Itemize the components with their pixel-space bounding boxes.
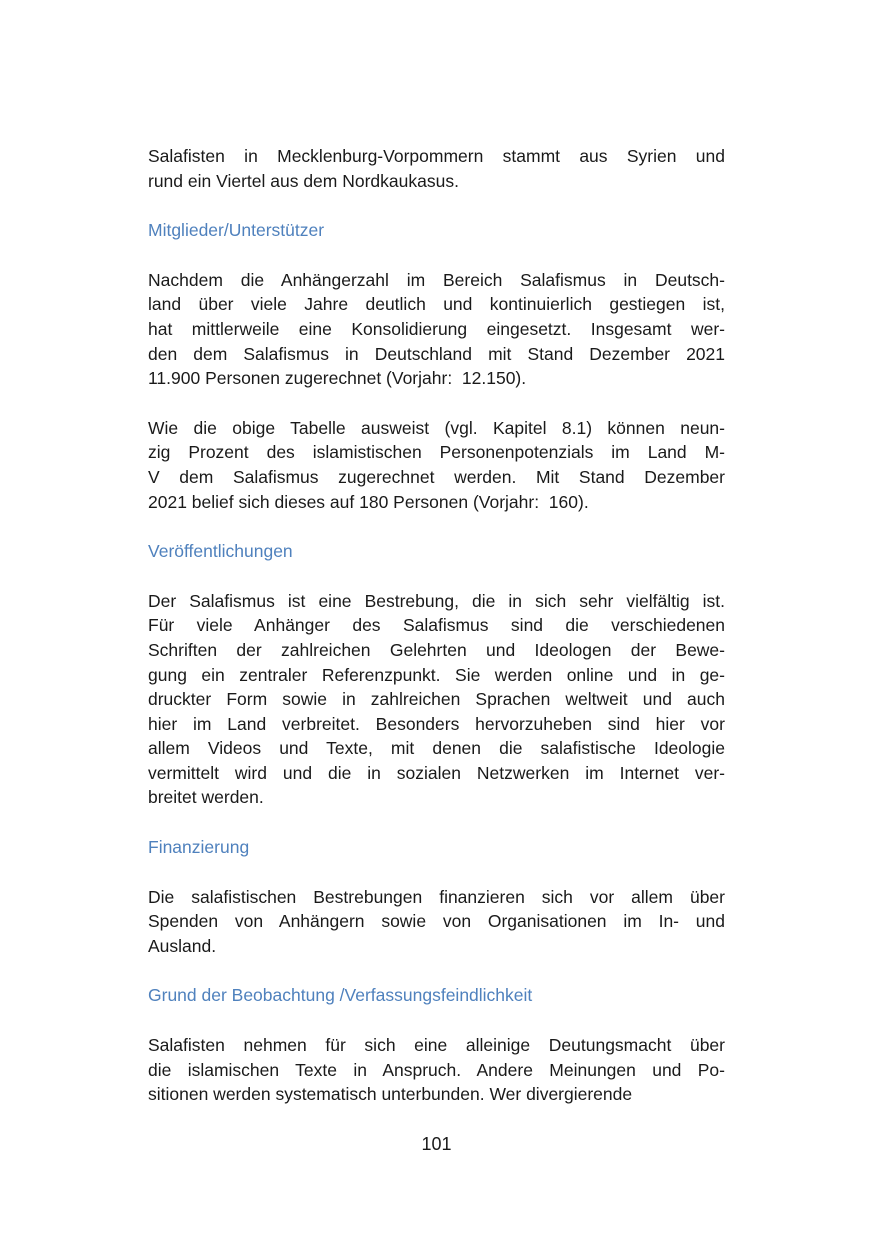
text-line: land über viele Jahre deutlich und kontinuierlich gestiegen ist, <box>148 294 725 315</box>
text-line: zig Prozent des islamistischen Personenpotenzials im Land M- <box>148 442 725 463</box>
text-line: Die salafistischen Bestrebungen finanzieren sich vor allem über <box>148 886 725 907</box>
text-line: V dem Salafismus zugerechnet werden. Mit Stand Dezember <box>148 466 725 487</box>
paragraph <box>148 1033 725 1107</box>
text-line: den dem Salafismus in Deutschland mit Stand Dezember 2021 <box>148 343 725 364</box>
text-line: Schriften der zahlreichen Gelehrten und Ideologen der Bewe- <box>148 639 725 660</box>
section-heading: Grund der Beobachtung /Verfassungsfeindlichkeit <box>148 985 533 1006</box>
section-heading: Finanzierung <box>148 837 250 858</box>
text-line: Salafisten nehmen für sich eine alleinige Deutungsmacht über <box>148 1035 725 1056</box>
text-line: sitionen werden systematisch unterbunden. Wer divergierende <box>148 1084 633 1105</box>
text-line: Der Salafismus ist eine Bestrebung, die in sich sehr vielfältig ist. <box>148 590 725 611</box>
text-line: breitet werden. <box>148 787 264 808</box>
section-heading: Veröffentlichungen <box>148 541 293 562</box>
paragraph <box>148 268 725 391</box>
text-line: Wie die obige Tabelle ausweist (vgl. Kapitel 8.1) können neun- <box>148 417 725 438</box>
text-line: druckter Form sowie in zahlreichen Sprachen weltweit und auch <box>148 689 725 710</box>
text-line: vermittelt wird und die in sozialen Netzwerken im Internet ver- <box>148 762 725 783</box>
text-line: Ausland. <box>148 935 217 956</box>
text-line: die islamischen Texte in Anspruch. Andere Meinungen und Po- <box>148 1059 725 1080</box>
paragraph <box>148 144 725 193</box>
text-line: 2021 belief sich dieses auf 180 Personen (Vorjahr: 160). <box>148 491 589 512</box>
paragraph <box>148 589 725 810</box>
text-line: allem Videos und Texte, mit denen die salafistische Ideologie <box>148 738 725 759</box>
text-line: hat mittlerweile eine Konsolidierung eingesetzt. Insgesamt wer- <box>148 318 725 339</box>
document-content <box>148 144 725 1156</box>
text-line: Spenden von Anhängern sowie von Organisationen im In- und <box>148 911 725 932</box>
text-line: Für viele Anhänger des Salafismus sind die verschiedenen <box>148 615 725 636</box>
text-line: rund ein Viertel aus dem Nordkaukasus. <box>148 170 459 191</box>
page-number: 101 <box>421 1133 452 1154</box>
text-line: 11.900 Personen zugerechnet (Vorjahr: 12.150). <box>148 368 527 389</box>
text-line: Nachdem die Anhängerzahl im Bereich Salafismus in Deutsch- <box>148 269 725 290</box>
section-heading: Mitglieder/Unterstützer <box>148 220 325 241</box>
text-line: Salafisten in Mecklenburg-Vorpommern stammt aus Syrien und <box>148 146 725 166</box>
paragraph <box>148 885 725 959</box>
text-line: hier im Land verbreitet. Besonders hervorzuheben sind hier vor <box>148 713 725 734</box>
paragraph <box>148 416 725 514</box>
text-line: gung ein zentraler Referenzpunkt. Sie werden online und in ge- <box>148 664 725 685</box>
